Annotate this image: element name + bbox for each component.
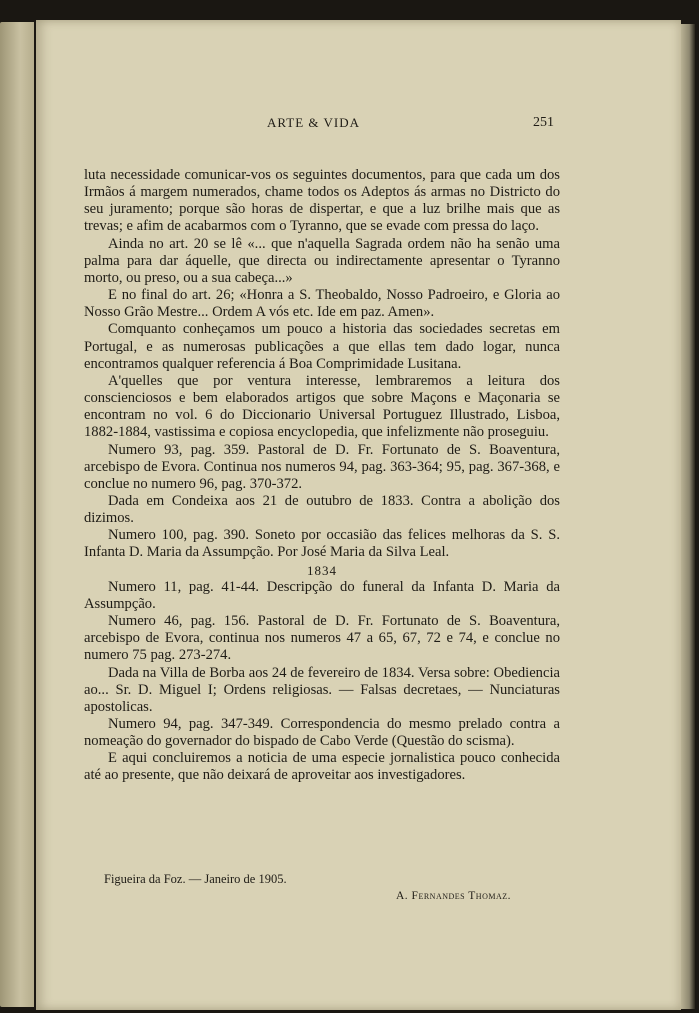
paragraph: Ainda no art. 20 se lê «... que n'aquella Sagrada ordem não ha senão uma palma para dar áquelle, que directa ou indirectamente apresentar o Tyranno morto, ou preso, ou a sua cabeça...» [84,235,560,286]
page-number: 251 [533,115,554,130]
right-page-edge [681,24,695,1009]
paragraph: Comquanto conheçamos um pouco a historia das sociedades secretas em Portugal, e as numerosas publicações a que ellas tem dado logar, nunca encontramos qualquer referencia á Boa Comprimidade Lusitana. [84,321,560,372]
paragraph: A'quelles que por ventura interesse, lembraremos a leitura dos conscienciosos e bem elaborados artigos que sobre Maçons e Maçonaria se encontram no vol. 6 do Diccionario Universal Portuguez Illustrado, Lisboa, 1882-1884, vastissima e copiosa encyclopedia, que infelizmente não proseguiu. [84,372,560,441]
paragraph: Numero 94, pag. 347-349. Correspondencia do mesmo prelado contra a nomeação do governador do bispado de Cabo Verde (Questão do scisma). [84,716,560,750]
paragraph: luta necessidade comunicar-vos os seguintes documentos, para que cada um dos Irmãos á margem numerados, chame todos os Adeptos ás armas no Districto do seu juramento; porque são horas de dispertar, e que a luz brilhe mais que as trevas; e afim de acabarmos com o Tyranno, que se evade com pressa do laço. [84,167,560,235]
paragraph: Dada em Condeixa aos 21 de outubro de 1833. Contra a abolição dos dizimos. [84,492,560,527]
author-signature: A. Fernandes Thomaz. [396,890,512,902]
book-page [36,20,681,1010]
left-page-edge [0,22,34,1007]
paragraph: Dada na Villa de Borba aos 24 de fevereiro de 1834. Versa sobre: Obediencia ao... Sr. D. Miguel I; Ordens religiosas. — Falsas decretaes, — Nunciaturas apostolicas. [84,664,560,715]
paragraph: Numero 93, pag. 359. Pastoral de D. Fr. Fortunato de S. Boaventura, arcebispo de Evora. Continua nos numeros 94, pag. 363-364; 95, pag. 367-368, e conclue no numero 96, pag. 370-372. [84,441,560,492]
year-heading: 1834 [307,562,337,578]
paragraph: Numero 100, pag. 390. Soneto por occasião das felices melhoras da S. S. Infanta D. Maria da Assumpção. Por José Maria da Silva Leal. [84,527,560,561]
body-text [84,167,560,785]
paragraph: Numero 46, pag. 156. Pastoral de D. Fr. Fortunato de S. Boaventura, arcebispo de Evora, continua nos numeros 47 a 65, 67, 72 e 74, e conclue no numero 75 pag. 273-274. [84,613,560,664]
dateline: Figueira da Foz. — Janeiro de 1905. [104,872,287,886]
running-title: ARTE & VIDA [267,115,361,130]
paragraph: Numero 11, pag. 41-44. Descripção do funeral da Infanta D. Maria da Assumpção. [84,578,560,612]
paragraph: E aqui concluiremos a noticia de uma especie jornalistica pouco conhecida até ao presente, que não deixará de aproveitar aos investigadores. [84,750,560,784]
paragraph: E no final do art. 26; «Honra a S. Theobaldo, Nosso Padroeiro, e Gloria ao Nosso Grão Mestre... Ordem A vós etc. Ide em paz. Amen». [84,287,560,321]
